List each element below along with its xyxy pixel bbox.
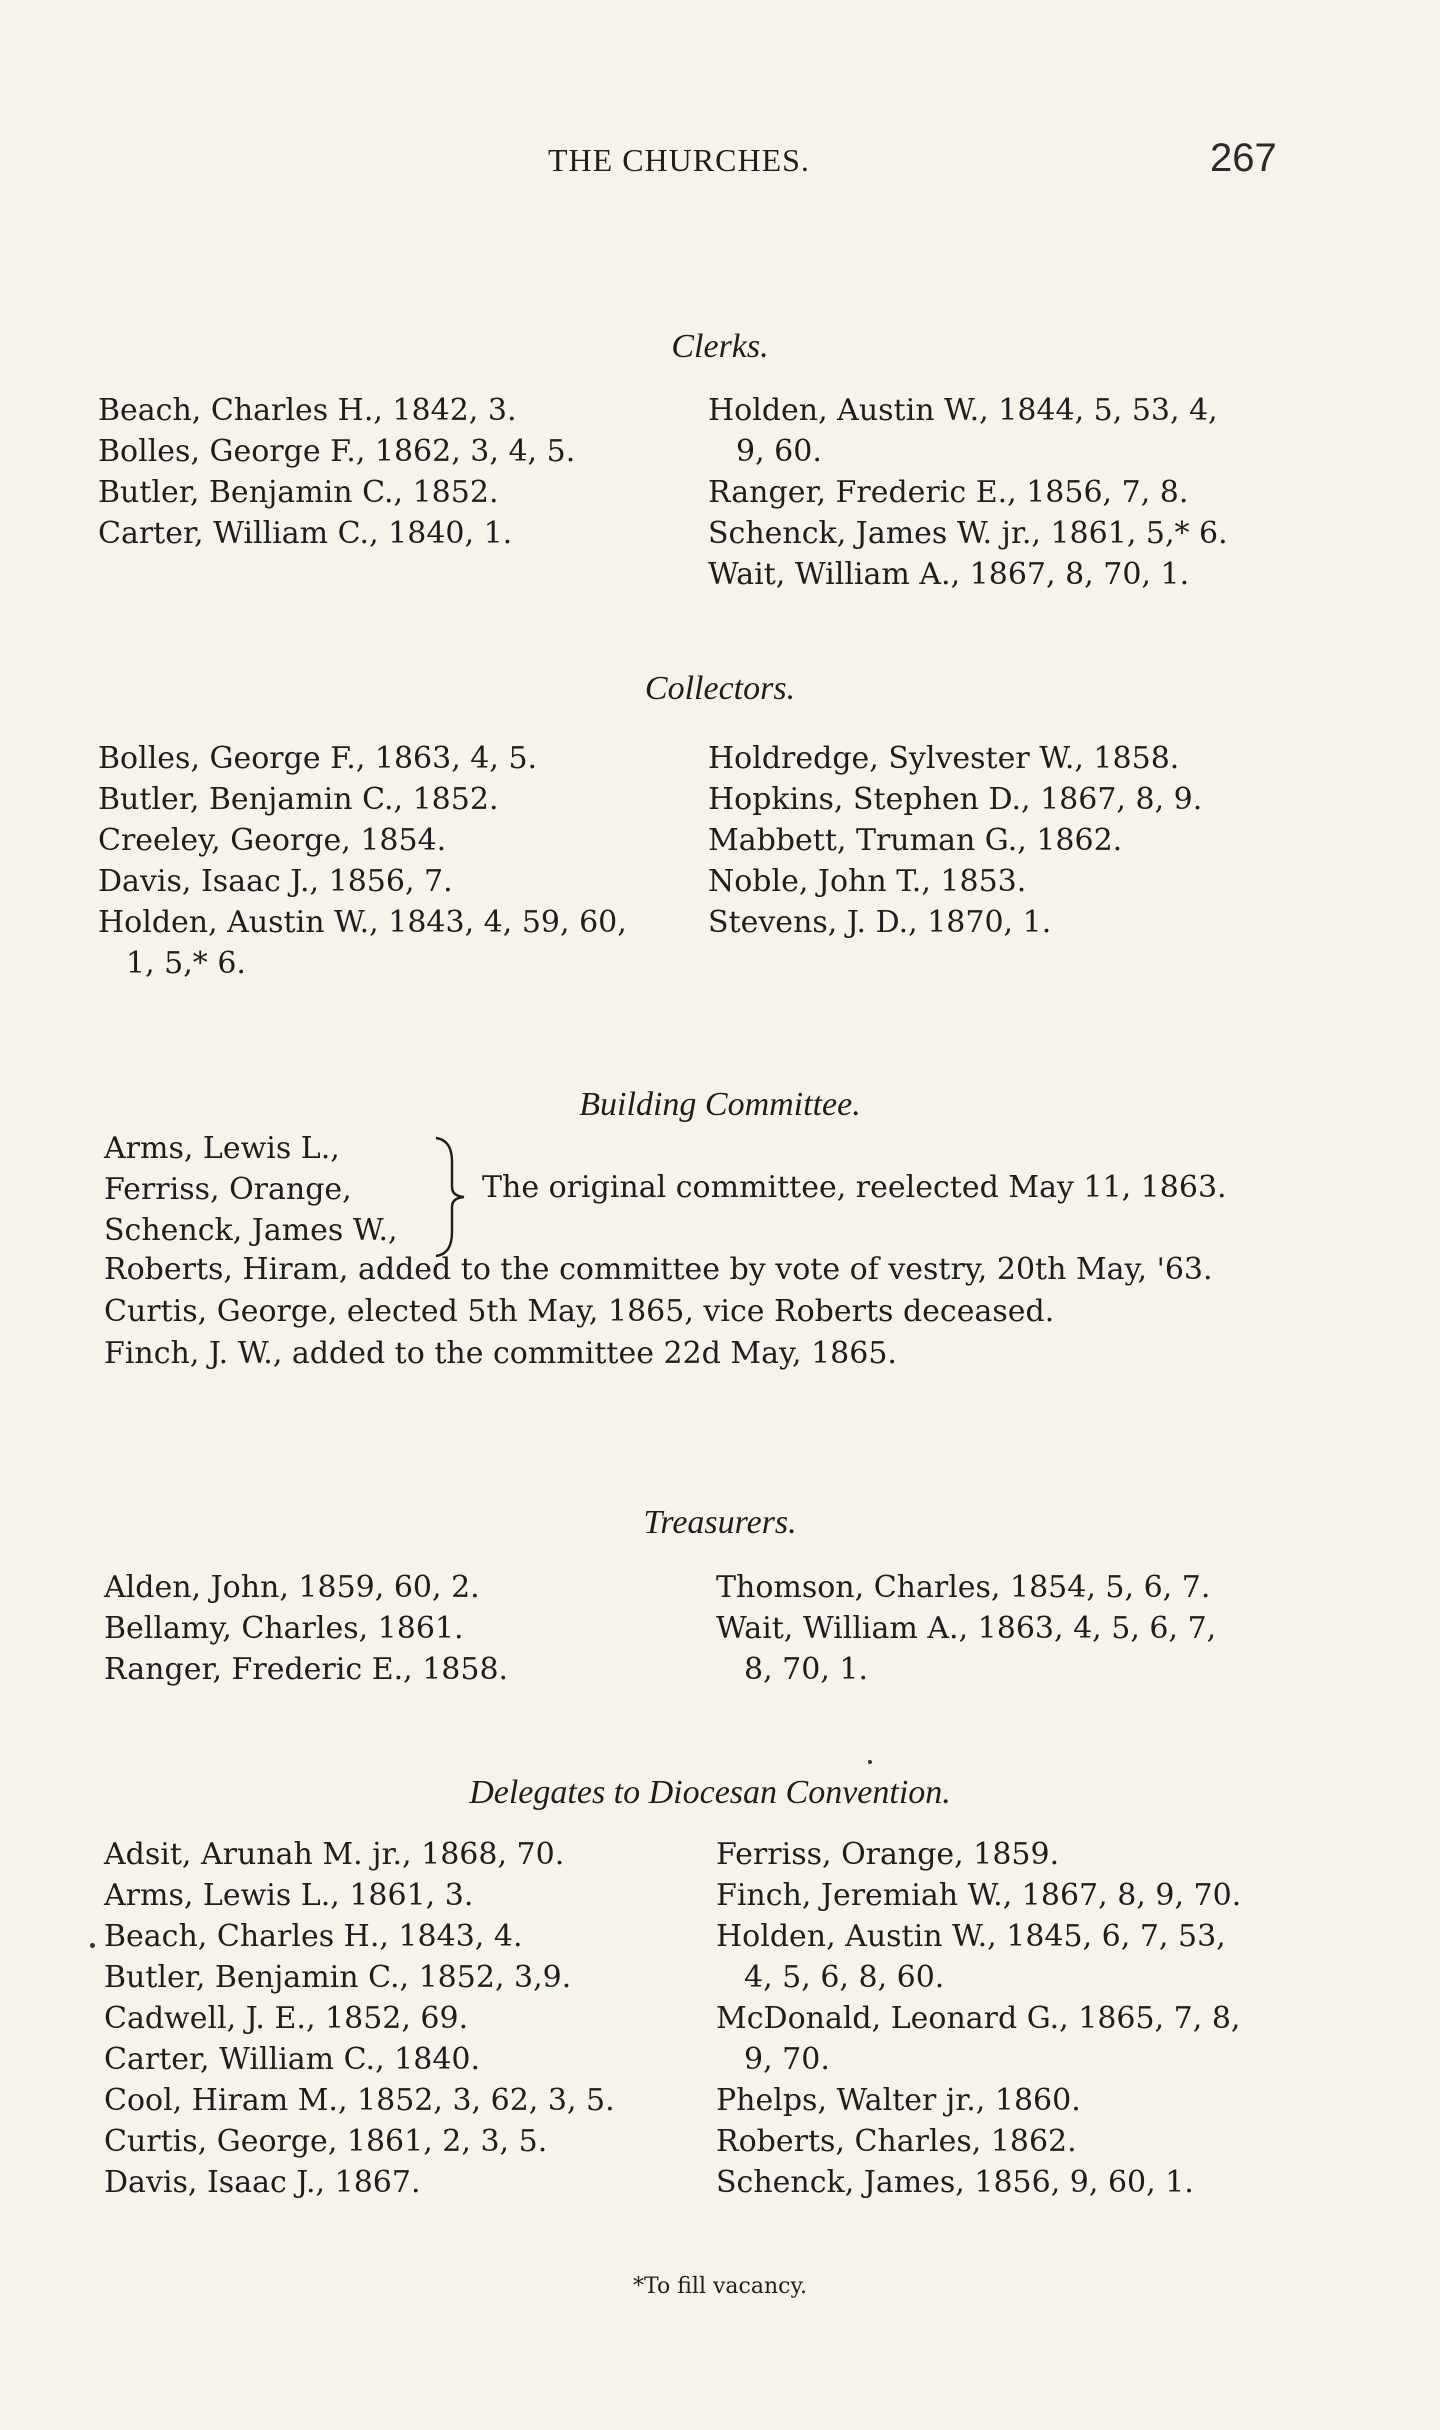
- list-item: Cool, Hiram M., 1852, 3, 62, 3, 5.: [104, 2083, 615, 2118]
- list-item: Beach, Charles H., 1843, 4.: [104, 1919, 523, 1954]
- page-number: 267: [1210, 136, 1277, 180]
- clerks-title: Clerks.: [671, 328, 769, 365]
- footnote: *To fill vacancy.: [633, 2274, 807, 2299]
- list-item: Carter, William C., 1840, 1.: [98, 516, 513, 551]
- delegates-right-column: [716, 1834, 1241, 2203]
- list-item: Roberts, Charles, 1862.: [716, 2124, 1077, 2159]
- brace-annotation: The original committee, reelected May 11, 1863.: [482, 1170, 1227, 1205]
- list-item: Carter, William C., 1840.: [104, 2042, 481, 2077]
- list-item: Creeley, George, 1854.: [98, 823, 447, 858]
- list-item-continuation: 4, 5, 6, 8, 60.: [744, 1960, 945, 1995]
- list-item-continuation: 9, 60.: [736, 434, 822, 469]
- list-item: Davis, Isaac J., 1867.: [104, 2165, 421, 2200]
- list-item: Noble, John T., 1853.: [708, 864, 1027, 899]
- clerks-right-column: [708, 390, 1228, 595]
- list-item: Schenck, James W.,: [104, 1213, 398, 1248]
- list-item: Cadwell, J. E., 1852, 69.: [104, 2001, 469, 2036]
- building-committee-line: Roberts, Hiram, added to the committee by vote of vestry, 20th May, '63.: [104, 1252, 1213, 1287]
- list-item: Thomson, Charles, 1854, 5, 6, 7.: [716, 1570, 1211, 1605]
- right-brace-icon: [430, 1132, 470, 1262]
- list-item: McDonald, Leonard G., 1865, 7, 8,: [716, 2001, 1241, 2036]
- print-speck: [90, 1943, 95, 1948]
- list-item: Holdredge, Sylvester W., 1858.: [708, 741, 1180, 776]
- list-item: Arms, Lewis L., 1861, 3.: [104, 1878, 474, 1913]
- building-committee-members: [104, 1128, 398, 1251]
- list-item: Beach, Charles H., 1842, 3.: [98, 393, 517, 428]
- list-item: Schenck, James, 1856, 9, 60, 1.: [716, 2165, 1194, 2200]
- list-item: Ferriss, Orange,: [104, 1172, 352, 1207]
- collectors-left-column: [98, 738, 627, 984]
- list-item: Hopkins, Stephen D., 1867, 8, 9.: [708, 782, 1203, 817]
- list-item: Finch, Jeremiah W., 1867, 8, 9, 70.: [716, 1878, 1242, 1913]
- list-item: Schenck, James W. jr., 1861, 5,* 6.: [708, 516, 1228, 551]
- list-item: Bolles, George F., 1862, 3, 4, 5.: [98, 434, 576, 469]
- list-item: Holden, Austin W., 1844, 5, 53, 4,: [708, 393, 1218, 428]
- list-item: Butler, Benjamin C., 1852.: [98, 782, 499, 817]
- list-item: Alden, John, 1859, 60, 2.: [104, 1570, 480, 1605]
- list-item: Ferriss, Orange, 1859.: [716, 1837, 1060, 1872]
- list-item-continuation: 8, 70, 1.: [744, 1652, 869, 1687]
- list-item: Stevens, J. D., 1870, 1.: [708, 905, 1052, 940]
- list-item: Ranger, Frederic E., 1858.: [104, 1652, 509, 1687]
- list-item: Bellamy, Charles, 1861.: [104, 1611, 464, 1646]
- list-item: Phelps, Walter jr., 1860.: [716, 2083, 1081, 2118]
- list-item: Mabbett, Truman G., 1862.: [708, 823, 1123, 858]
- list-item-continuation: 1, 5,* 6.: [126, 946, 246, 981]
- list-item: Bolles, George F., 1863, 4, 5.: [98, 741, 538, 776]
- building-committee-title: Building Committee.: [579, 1086, 861, 1123]
- list-item: Holden, Austin W., 1845, 6, 7, 53,: [716, 1919, 1226, 1954]
- delegates-title: Delegates to Diocesan Convention.: [469, 1774, 951, 1811]
- page-header: [0, 136, 1440, 196]
- list-item: Butler, Benjamin C., 1852, 3,9.: [104, 1960, 572, 1995]
- delegates-left-column: [104, 1834, 615, 2203]
- list-item: Ranger, Frederic E., 1856, 7, 8.: [708, 475, 1189, 510]
- treasurers-left-column: [104, 1567, 508, 1690]
- list-item: Arms, Lewis L.,: [104, 1131, 340, 1166]
- list-item: Holden, Austin W., 1843, 4, 59, 60,: [98, 905, 627, 940]
- list-item: Butler, Benjamin C., 1852.: [98, 475, 499, 510]
- list-item: Wait, William A., 1867, 8, 70, 1.: [708, 557, 1190, 592]
- list-item: Davis, Isaac J., 1856, 7.: [98, 864, 453, 899]
- clerks-left-column: [98, 390, 575, 554]
- list-item-continuation: 9, 70.: [744, 2042, 830, 2077]
- treasurers-title: Treasurers.: [643, 1504, 797, 1541]
- building-committee-line: Curtis, George, elected 5th May, 1865, vice Roberts deceased.: [104, 1294, 1055, 1329]
- collectors-title: Collectors.: [644, 670, 796, 707]
- building-committee-line: Finch, J. W., added to the committee 22d May, 1865.: [104, 1336, 897, 1371]
- list-item: Adsit, Arunah M. jr., 1868, 70.: [104, 1837, 565, 1872]
- treasurers-right-column: [716, 1567, 1216, 1690]
- running-head: THE CHURCHES.: [548, 142, 810, 178]
- collectors-right-column: [708, 738, 1202, 943]
- list-item: Curtis, George, 1861, 2, 3, 5.: [104, 2124, 548, 2159]
- print-speck: [868, 1760, 872, 1764]
- list-item: Wait, William A., 1863, 4, 5, 6, 7,: [716, 1611, 1217, 1646]
